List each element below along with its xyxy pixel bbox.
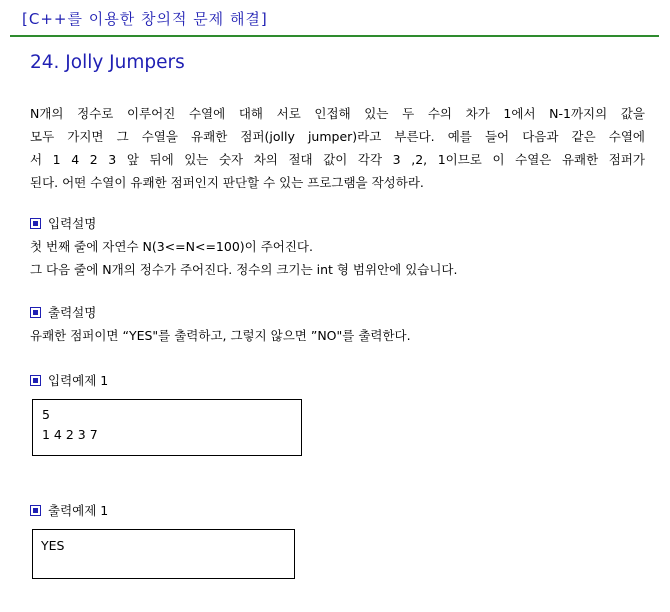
input-example-box [32, 399, 302, 456]
page-header-title: [C++를 이용한 창의적 문제 해결] [22, 10, 268, 28]
description-line: 모두 가지면 그 수열을 유쾌한 점퍼(jolly jumper)라고 부른다. 예를 들어 다음과 같은 수열에 [30, 129, 645, 144]
output-example-heading-label: 출력예제 1 [48, 503, 109, 518]
input-description-line: 그 다음 줄에 N개의 정수가 주어진다. 정수의 크기는 int 형 범위안에 있습니다. [30, 262, 458, 277]
input-description-heading [30, 215, 96, 233]
output-description-heading [30, 304, 96, 322]
output-example-heading [30, 502, 108, 520]
output-example-box [32, 529, 295, 579]
description-line: 서 1 4 2 3 앞 뒤에 있는 숫자 차의 절대 값이 각각 3 ,2, 1이므로 이 수열은 유쾌한 점퍼가 [30, 152, 645, 167]
input-example-line: 5 [42, 407, 50, 422]
square-bullet-icon [30, 307, 41, 318]
description-line: 된다. 어떤 수열이 유쾌한 점퍼인지 판단할 수 있는 프로그램을 작성하라. [30, 175, 424, 190]
header-divider [10, 35, 659, 37]
input-example-heading-label: 입력예제 1 [48, 373, 109, 388]
problem-title: 24. Jolly Jumpers [30, 52, 185, 73]
input-example-heading [30, 372, 108, 390]
square-bullet-icon [30, 218, 41, 229]
input-description-line: 첫 번째 줄에 자연수 N(3<=N<=100)이 주어진다. [30, 239, 313, 254]
output-example-line: YES [41, 538, 65, 553]
output-description-heading-label: 출력설명 [48, 305, 97, 320]
output-description-line: 유쾌한 점퍼이면 “YES"를 출력하고, 그렇지 않으면 ”NO"를 출력한다. [30, 328, 411, 343]
description-line: N개의 정수로 이루어진 수열에 대해 서로 인접해 있는 두 수의 차가 1에서 N-1까지의 값을 [30, 106, 645, 121]
problem-description [30, 102, 645, 194]
input-example-line: 1 4 2 3 7 [42, 427, 98, 442]
square-bullet-icon [30, 505, 41, 516]
input-description-heading-label: 입력설명 [48, 216, 97, 231]
square-bullet-icon [30, 375, 41, 386]
